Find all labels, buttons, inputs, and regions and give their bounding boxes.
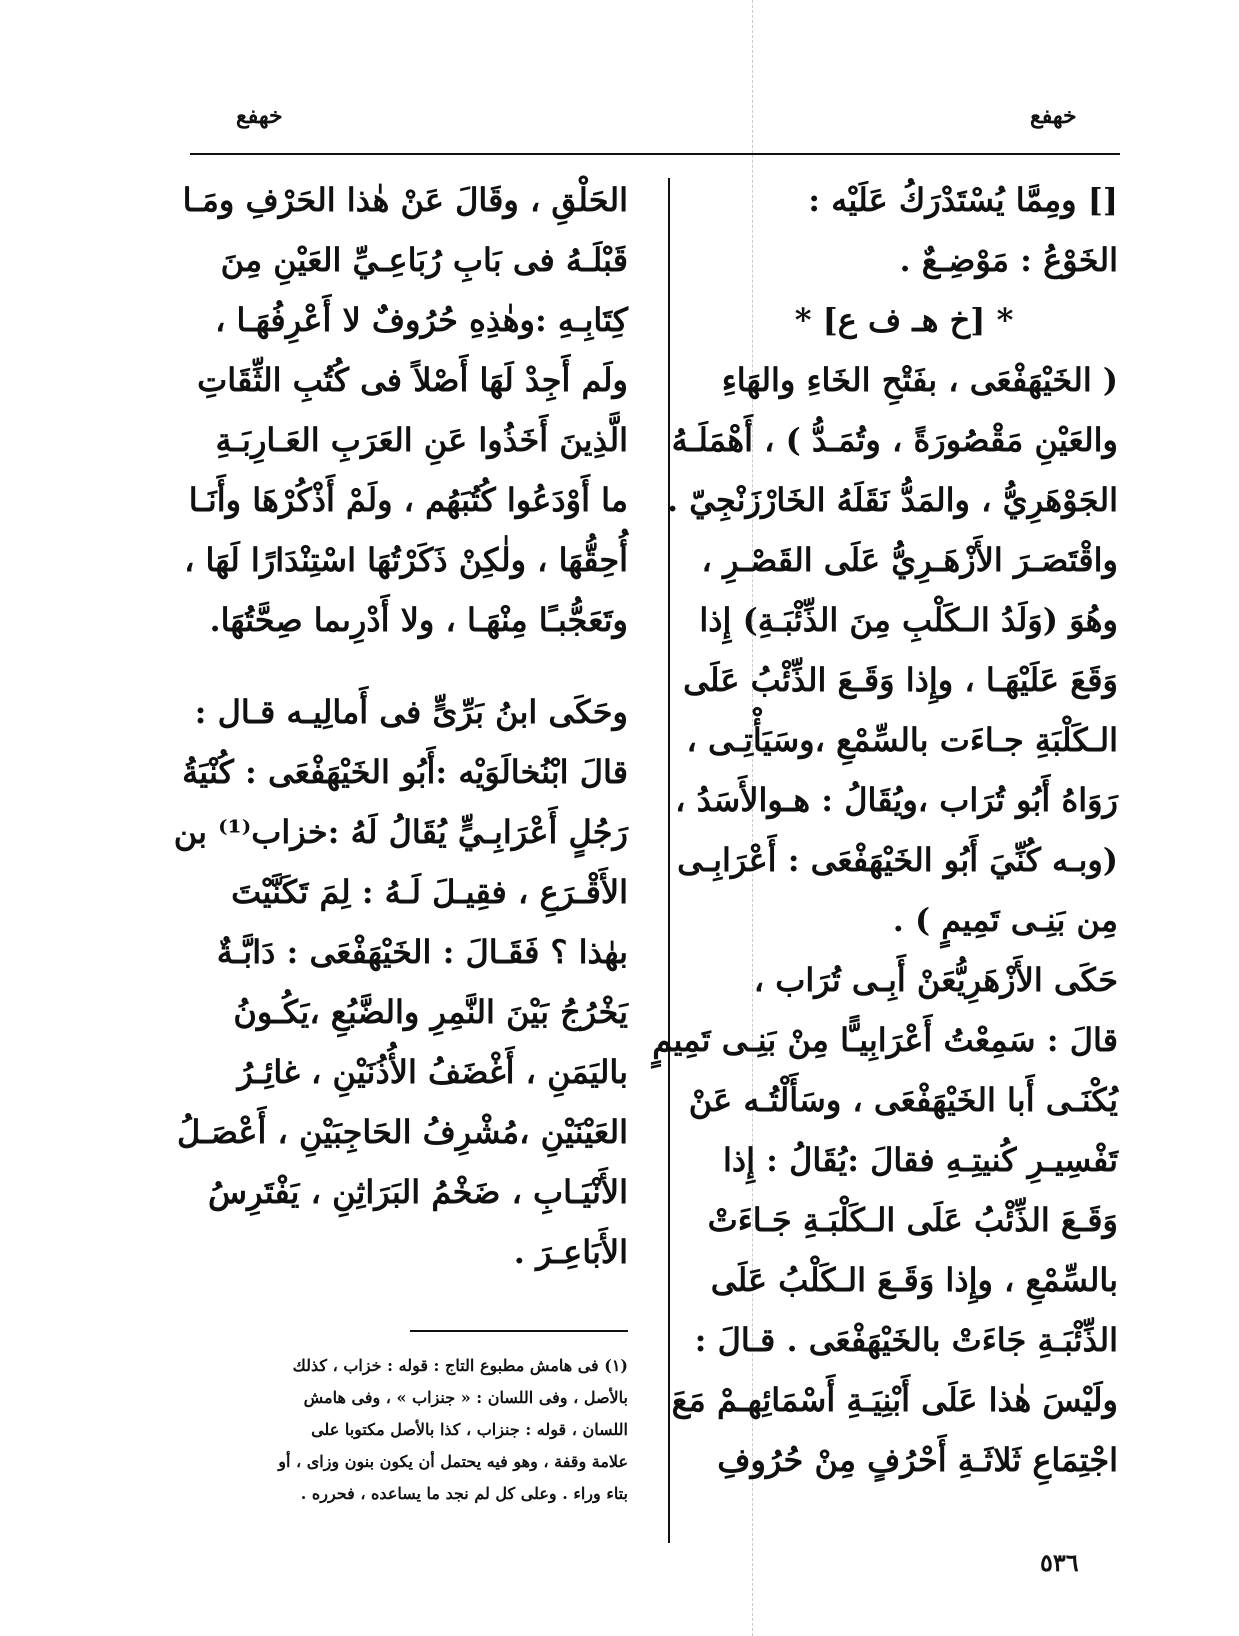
- text-line: وتَعَجُّبـًا مِنْهَـا ، ولا أَدْرِىما صِحَّتُهَا.: [209, 601, 628, 639]
- text-line: الخَوْعُ : مَوْضِـعٌ .: [899, 241, 1118, 279]
- column-divider: [668, 178, 670, 1543]
- text-line: بهٰذا ؟ فَقَـالَ : الخَيْهَفْعَى : دَابَّـةٌ: [216, 933, 628, 971]
- text-line: كِتَابِـهِ :وهٰذِهِ حُرُوفٌ لا أَعْرِفُهَـا ،: [215, 301, 628, 339]
- text-line: قالَ : سَمِعْتُ أَعْرَابِيـًّا مِنْ بَنِـى تَمِيمٍ: [652, 1021, 1118, 1059]
- footnote-line: بتاء وراء . وعلى كل لم نجد ما يساعده ، فحرره .: [300, 1484, 628, 1503]
- text-line: الحَلْقِ ، وقَالَ عَنْ هٰذا الحَرْفِ ومَـا: [182, 181, 628, 219]
- text-line: وَقَـعَ الذِّئْبُ عَلَى الـكَلْبَـةِ جَـاءَتْ: [707, 1201, 1118, 1239]
- text-line: رَجُلٍ أَعْرَابِـيٍّ يُقَالُ لَهُ :خزاب⁽¹⁾ بن: [173, 813, 628, 851]
- text-line: الَّذِينَ أَخَذُوا عَنِ العَرَبِ العَـارِبَـةِ: [215, 421, 628, 459]
- text-line: وَقَعَ عَلَيْهَـا ، وإِذا وَقَـعَ الذِّئْبُ عَلَى: [683, 661, 1118, 699]
- page-number: ٥٣٦: [1040, 1548, 1079, 1577]
- text-line: أُحِقُّهَا ، ولٰكِنْ ذَكَرْتُهَا اسْتِنْدَارًا لَهَا ،: [184, 541, 628, 579]
- text-line: تَفْسِيـرِ كُنيتِـهِ فقالَ :يُقَالُ : إِذا: [723, 1141, 1118, 1179]
- footnote-line: (١) فى هامش مطبوع التاج : قوله : خزاب ، كذلك: [292, 1356, 628, 1375]
- text-line: يُكْنَـى أَبا الخَيْهَفْعَى ، وسَأَلْتُـه عَنْ: [688, 1081, 1118, 1119]
- text-line: الأَبَاعِـرَ .: [513, 1233, 628, 1271]
- text-line: الـكَلْبَةِ جـاءَت بالسِّمْعِ ،وسَيَأْتِـى ،: [686, 721, 1118, 759]
- right-column: [652, 170, 1118, 1490]
- text-line: حَكَى الأَزْهَرِيُّعَنْ أَبِـى تُرَاب ،: [753, 961, 1118, 999]
- text-line: العَيْنَيْنِ ،مُشْرِفُ الحَاجِبَيْنِ ، أَعْصَـلُ: [177, 1113, 628, 1151]
- text-line: قالَ ابْنُخالَوَيْه :أَبُو الخَيْهَفْعَى : كُنْيَةُ: [182, 753, 628, 791]
- text-line: [] ومِمَّا يُسْتَدْرَكُ عَلَيْه :: [808, 181, 1118, 219]
- text-line: باليَمَنِ ، أَغْضَفُ الأُذُنَيْنِ ، غائِـرُ: [237, 1053, 628, 1091]
- footnote-line: بالأصل ، وفى اللسان : « جنزاب » ، وفى هامش: [303, 1388, 628, 1407]
- text-line: ولَم أَجِدْ لَهَا أَصْلاً فى كُتُبِ الثِّقَاتِ: [197, 361, 628, 399]
- text-line: واقْتَصَـرَ الأَزْهَـرِيُّ عَلَى القَصْـرِ ،: [701, 541, 1118, 579]
- text-line: وهُوَ (وَلَدُ الـكَلْبِ مِنَ الذِّئْبَـةِ) إِذا: [699, 601, 1118, 639]
- header-rule: [190, 153, 1120, 155]
- text-line: الذِّئْبَـةِ جَاءَتْ بالخَيْهَفْعَى . قـالَ :: [694, 1321, 1118, 1359]
- text-line: والعَيْنِ مَقْصُورَةً ، وتُمَـدُّ ) ، أَهْمَلَـهُ: [671, 421, 1118, 459]
- footnote-block: [190, 1350, 628, 1510]
- text-line: (وبـه كُنِّيَ أَبُو الخَيْهَفْعَى : أَعْرَابِـى: [677, 841, 1118, 879]
- left-column: [173, 170, 628, 1282]
- text-line: يَخْرُجُ بَيْنَ النَّمِرِ والضَّبُعِ ،يَكُـونُ: [233, 993, 628, 1031]
- text-line: مِن بَنِـى تَمِيمٍ ) .: [892, 901, 1118, 939]
- text-line: اجْتِمَاعِ ثَلاثَـةِ أَحْرُفٍ مِنْ حُرُوفِ: [717, 1441, 1118, 1479]
- running-head-left: خهفع: [236, 103, 283, 129]
- text-line: قَبْلَـهُ فى بَابِ رُبَاعِـيِّ العَيْنِ مِنَ: [220, 241, 628, 279]
- running-head-right: خهفع: [1030, 103, 1077, 129]
- text-line: ولَيْسَ هٰذا عَلَى أَبْنِيَـةِ أَسْمَائِهـمْ مَعَ: [671, 1381, 1118, 1419]
- text-line: الأَقْـرَعِ ، فقِيـلَ لَـهُ : لِمَ تَكَنَّيْتَ: [231, 873, 628, 911]
- text-line: ( الخَيْهَفْعَى ، بفَتْحِ الخَاءِ والهَاءِ: [721, 361, 1118, 399]
- text-line: وحَكَى ابنُ بَرِّىٍّ فى أَمالِيـه قـال :: [194, 693, 628, 731]
- text-line: الأَنْيَـابِ ، ضَخْمُ البَرَاثِنِ ، يَفْتَرِسُ: [207, 1173, 628, 1211]
- text-line: بالسِّمْعِ ، وإِذا وَقَـعَ الـكَلْبُ عَلَى: [710, 1261, 1118, 1299]
- paragraph-gap: [190, 650, 628, 682]
- footnote-line: اللسان ، قوله : جنزاب ، كذا بالأصل مكتوبا على: [311, 1420, 628, 1439]
- text-line: ما أَوْدَعُوا كُتُبَهُم ، ولَمْ أَذْكُرْهَا وأَنَـا: [188, 481, 628, 519]
- text-line: الجَوْهَرِيُّ ، والمَدُّ نَقَلَهُ الخَارْزَنْجِيّ .: [667, 481, 1118, 519]
- entry-heading: * [خ هـ ف ع] *: [794, 301, 1014, 339]
- footnote-rule: [410, 1330, 628, 1332]
- text-line: رَوَاهُ أَبُو تُرَاب ،ويُقَالُ : هـوالأَسَدُ ،: [675, 781, 1118, 819]
- footnote-line: علامة وقفة ، وهو فيه يحتمل أن يكون بنون وزاى ، أو: [278, 1452, 628, 1471]
